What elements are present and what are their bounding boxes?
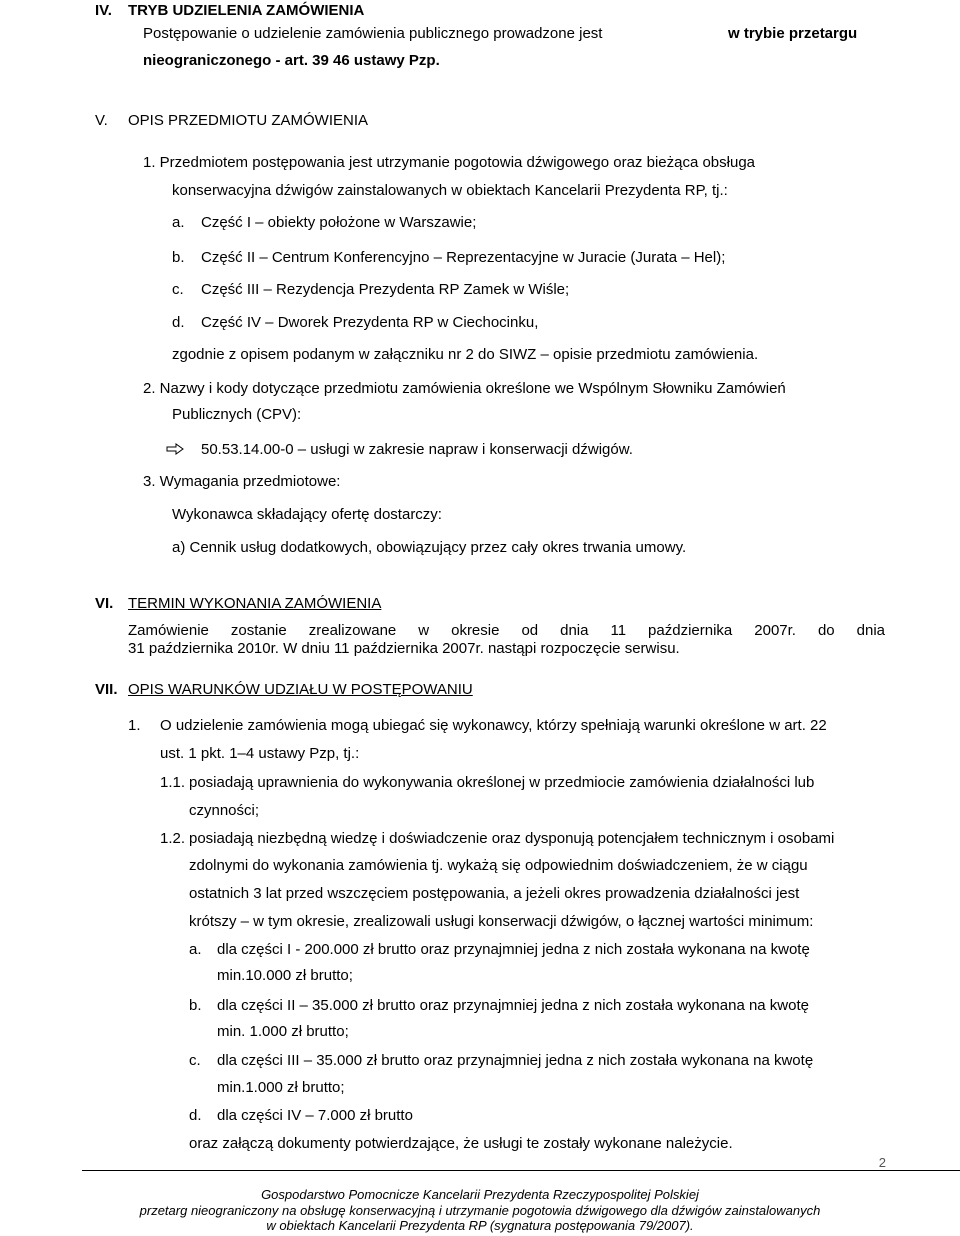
item-c-letter: c. [189, 1052, 201, 1069]
p12-number: 1.2. [160, 830, 186, 847]
p11-number: 1.1. [160, 774, 186, 791]
part-c-letter: c. [172, 281, 184, 298]
section-vii-p1-number: 1. [128, 717, 141, 734]
item-b-line1: dla części II – 35.000 zł brutto oraz przynajmniej jedna z nich została wykonana na kwotę [217, 997, 809, 1014]
closing-line: oraz załączą dokumenty potwierdzające, że usługi te zostały wykonane należycie. [189, 1135, 733, 1152]
item-a-line1: dla części I - 200.000 zł brutto oraz przynajmniej jedna z nich została wykonana na kwotę [217, 941, 810, 958]
item-d-line1: dla części IV – 7.000 zł brutto [217, 1107, 413, 1124]
section-v-p2-line1: 2. Nazwy i kody dotyczące przedmiotu zamówienia określone we Wspólnym Słowniku Zamówień [143, 380, 786, 397]
section-iv-number: IV. [95, 2, 112, 19]
cpv-code-line: 50.53.14.00-0 – usługi w zakresie napraw i konserwacji dźwigów. [201, 441, 633, 458]
section-vii-p1-line2: ust. 1 pkt. 1–4 ustawy Pzp, tj.: [160, 745, 360, 762]
section-vi-line1: Zamówienie zostanie zrealizowane w okresie od dnia 11 października 2007r. do dnia [128, 622, 885, 639]
section-iv-title: TRYB UDZIELENIA ZAMÓWIENIA [128, 2, 365, 19]
footer-line1: Gospodarstwo Pomocnicze Kancelarii Prezydenta Rzeczypospolitej Polskiej [261, 1187, 699, 1202]
p12-line2: zdolnymi do wykonania zamówienia tj. wykażą się odpowiednim doświadczeniem, że w ciągu [189, 857, 808, 874]
section-vii-title: OPIS WARUNKÓW UDZIAŁU W POSTĘPOWANIU [128, 681, 473, 698]
section-v-p1-line1: 1. Przedmiotem postępowania jest utrzymanie pogotowia dźwigowego oraz bieżąca obsługa [143, 154, 756, 171]
part-d-letter: d. [172, 314, 185, 331]
p11-line2: czynności; [189, 802, 260, 819]
section-vi-number: VI. [95, 595, 114, 612]
item-b-line2: min. 1.000 zł brutto; [217, 1023, 349, 1040]
section-vi-line2: 31 października 2010r. W dniu 11 października 2007r. nastąpi rozpoczęcie serwisu. [128, 640, 680, 657]
item-a-line2: min.10.000 zł brutto; [217, 967, 353, 984]
section-v-title: OPIS PRZEDMIOTU ZAMÓWIENIA [128, 112, 369, 129]
footer-line2: przetarg nieograniczony na obsługę konserwacyjną i utrzymanie pogotowia dźwigowego dla dźwigów zainstalowanych [139, 1203, 821, 1218]
footer-line3: w obiektach Kancelarii Prezydenta RP (sygnatura postępowania 79/2007). [266, 1218, 694, 1233]
arrow-right-icon [166, 443, 184, 455]
section-v-p2-line2: Publicznych (CPV): [172, 406, 302, 423]
section-v-p1-line2: konserwacyjna dźwigów zainstalowanych w obiektach Kancelarii Prezydenta RP, tj.: [172, 182, 728, 199]
cennik-line: a) Cennik usług dodatkowych, obowiązujący przez cały okres trwania umowy. [172, 539, 687, 556]
section-iv-line1-a: Postępowanie o udzielenie zamówienia publicznego prowadzone jest [143, 25, 603, 42]
item-a-letter: a. [189, 941, 202, 958]
item-c-line1: dla części III – 35.000 zł brutto oraz przynajmniej jedna z nich została wykonana na kwotę [217, 1052, 814, 1069]
part-b-letter: b. [172, 249, 185, 266]
p12-line4: krótszy – w tym okresie, zrealizowali usługi konserwacji dźwigów, o łącznej wartości minimum: [189, 913, 814, 930]
section-iv-line2: nieograniczonego - art. 39 46 ustawy Pzp. [143, 52, 440, 69]
p12-line1: posiadają niezbędną wiedzę i doświadczenie oraz dysponują potencjałem technicznym i osobami [189, 830, 835, 847]
section-vii-number: VII. [95, 681, 118, 698]
part-a-letter: a. [172, 214, 185, 231]
part-c-text: Część III – Rezydencja Prezydenta RP Zamek w Wiśle; [201, 281, 570, 298]
section-v-p3: 3. Wymagania przedmiotowe: [143, 473, 341, 490]
arrow-icon [166, 441, 184, 459]
part-d-text: Część IV – Dworek Prezydenta RP w Ciechocinku, [201, 314, 539, 331]
item-d-letter: d. [189, 1107, 202, 1124]
section-iv-line1-b: w trybie przetargu [728, 25, 858, 42]
item-b-letter: b. [189, 997, 202, 1014]
wykonawca-line: Wykonawca składający ofertę dostarczy: [172, 506, 442, 523]
zgodnie-line: zgodnie z opisem podanym w załączniku nr 2 do SIWZ – opisie przedmiotu zamówienia. [172, 346, 759, 363]
section-vi-title: TERMIN WYKONANIA ZAMÓWIENIA [128, 595, 382, 612]
part-b-text: Część II – Centrum Konferencyjno – Reprezentacyjne w Juracie (Jurata – Hel); [201, 249, 726, 266]
footer-divider [82, 1170, 960, 1171]
page-number: 2 [878, 1155, 886, 1170]
p11-line1: posiadają uprawnienia do wykonywania określonej w przedmiocie zamówienia działalności lub [189, 774, 815, 791]
section-v-number: V. [95, 112, 108, 129]
part-a-text: Część I – obiekty położone w Warszawie; [201, 214, 477, 231]
p12-line3: ostatnich 3 lat przed wszczęciem postępowania, a jeżeli okres prowadzenia działalności jest [189, 885, 800, 902]
section-vii-p1-line1: O udzielenie zamówienia mogą ubiegać się wykonawcy, którzy spełniają warunki określone w art. 22 [160, 717, 827, 734]
item-c-line2: min.1.000 zł brutto; [217, 1079, 345, 1096]
